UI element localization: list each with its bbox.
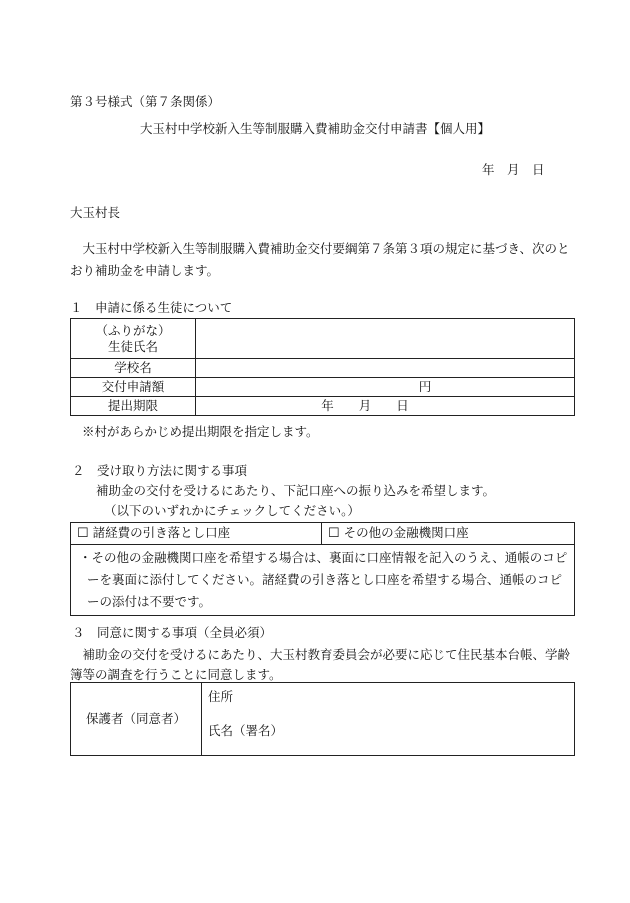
- section2-line1: 補助金の交付を受けるにあたり、下記口座への振り込みを希望します。: [96, 483, 496, 498]
- guardian-fields[interactable]: [202, 683, 575, 756]
- amount-unit: 円: [418, 379, 432, 394]
- form-number: 第３号様式（第７条関係）: [70, 94, 221, 109]
- guardian-label: 保護者（同意者）: [71, 683, 202, 756]
- amount-field[interactable]: [196, 378, 575, 397]
- bank-account-note: ・その他の金融機関口座を希望する場合は、裏面に口座情報を記入のうえ、通帳のコピーを裏面に添付してください。諸経費の引き落とし口座を希望する場合、通帳のコピーの添付は不要です。: [71, 545, 575, 616]
- deadline-value: 年 月 日: [321, 398, 409, 413]
- section2-line2: （以下のいずれかにチェックしてください。）: [104, 503, 360, 518]
- deadline-label: 提出期限: [71, 397, 196, 416]
- consent-table: [70, 682, 575, 756]
- school-label: 学校名: [71, 359, 196, 378]
- payment-method-table: [70, 522, 575, 616]
- intro-text: [70, 238, 575, 282]
- furigana-label: （ふりがな）: [95, 322, 171, 338]
- date-line: 年 月 日: [482, 162, 545, 177]
- student-name-label-cell: [71, 319, 196, 359]
- address-label: 住所: [208, 689, 234, 704]
- amount-label: 交付申請額: [71, 378, 196, 397]
- school-field[interactable]: [196, 359, 575, 378]
- section1-heading: １ 申請に係る生徒について: [70, 300, 233, 315]
- option-other-account[interactable]: [322, 523, 575, 545]
- intro-text-body: 大玉村中学校新入生等制服購入費補助金交付要綱第７条第３項の規定に基づき、次のとおり補助金を申請します。: [70, 241, 570, 278]
- student-table: [70, 318, 575, 416]
- addressee: 大玉村長: [70, 205, 121, 220]
- checkbox-debit-account[interactable]: ☐: [77, 526, 89, 541]
- checkbox-other-account[interactable]: ☐: [328, 526, 340, 541]
- option-debit-account[interactable]: [71, 523, 322, 545]
- option-debit-account-label: 諸経費の引き落とし口座: [92, 525, 231, 540]
- consent-text-body: 補助金の交付を受けるにあたり、大玉村教育委員会が必要に応じて住民基本台帳、学齢簿等の調査を行うことに同意します。: [70, 647, 571, 682]
- consent-text: [70, 645, 580, 685]
- deadline-note: ※村があらかじめ提出期限を指定します。: [82, 424, 319, 439]
- section3-heading: ３ 同意に関する事項（全員必須）: [72, 625, 273, 640]
- student-name-field[interactable]: [196, 319, 575, 359]
- section2-heading: ２ 受け取り方法に関する事項: [72, 463, 248, 478]
- deadline-field[interactable]: [196, 397, 575, 416]
- student-name-label: 生徒氏名: [107, 338, 158, 354]
- name-label: 氏名（署名）: [208, 723, 284, 738]
- document-title: 大玉村中学校新入生等制服購入費補助金交付申請書【個人用】: [139, 121, 490, 136]
- option-other-account-label: その他の金融機関口座: [343, 525, 469, 540]
